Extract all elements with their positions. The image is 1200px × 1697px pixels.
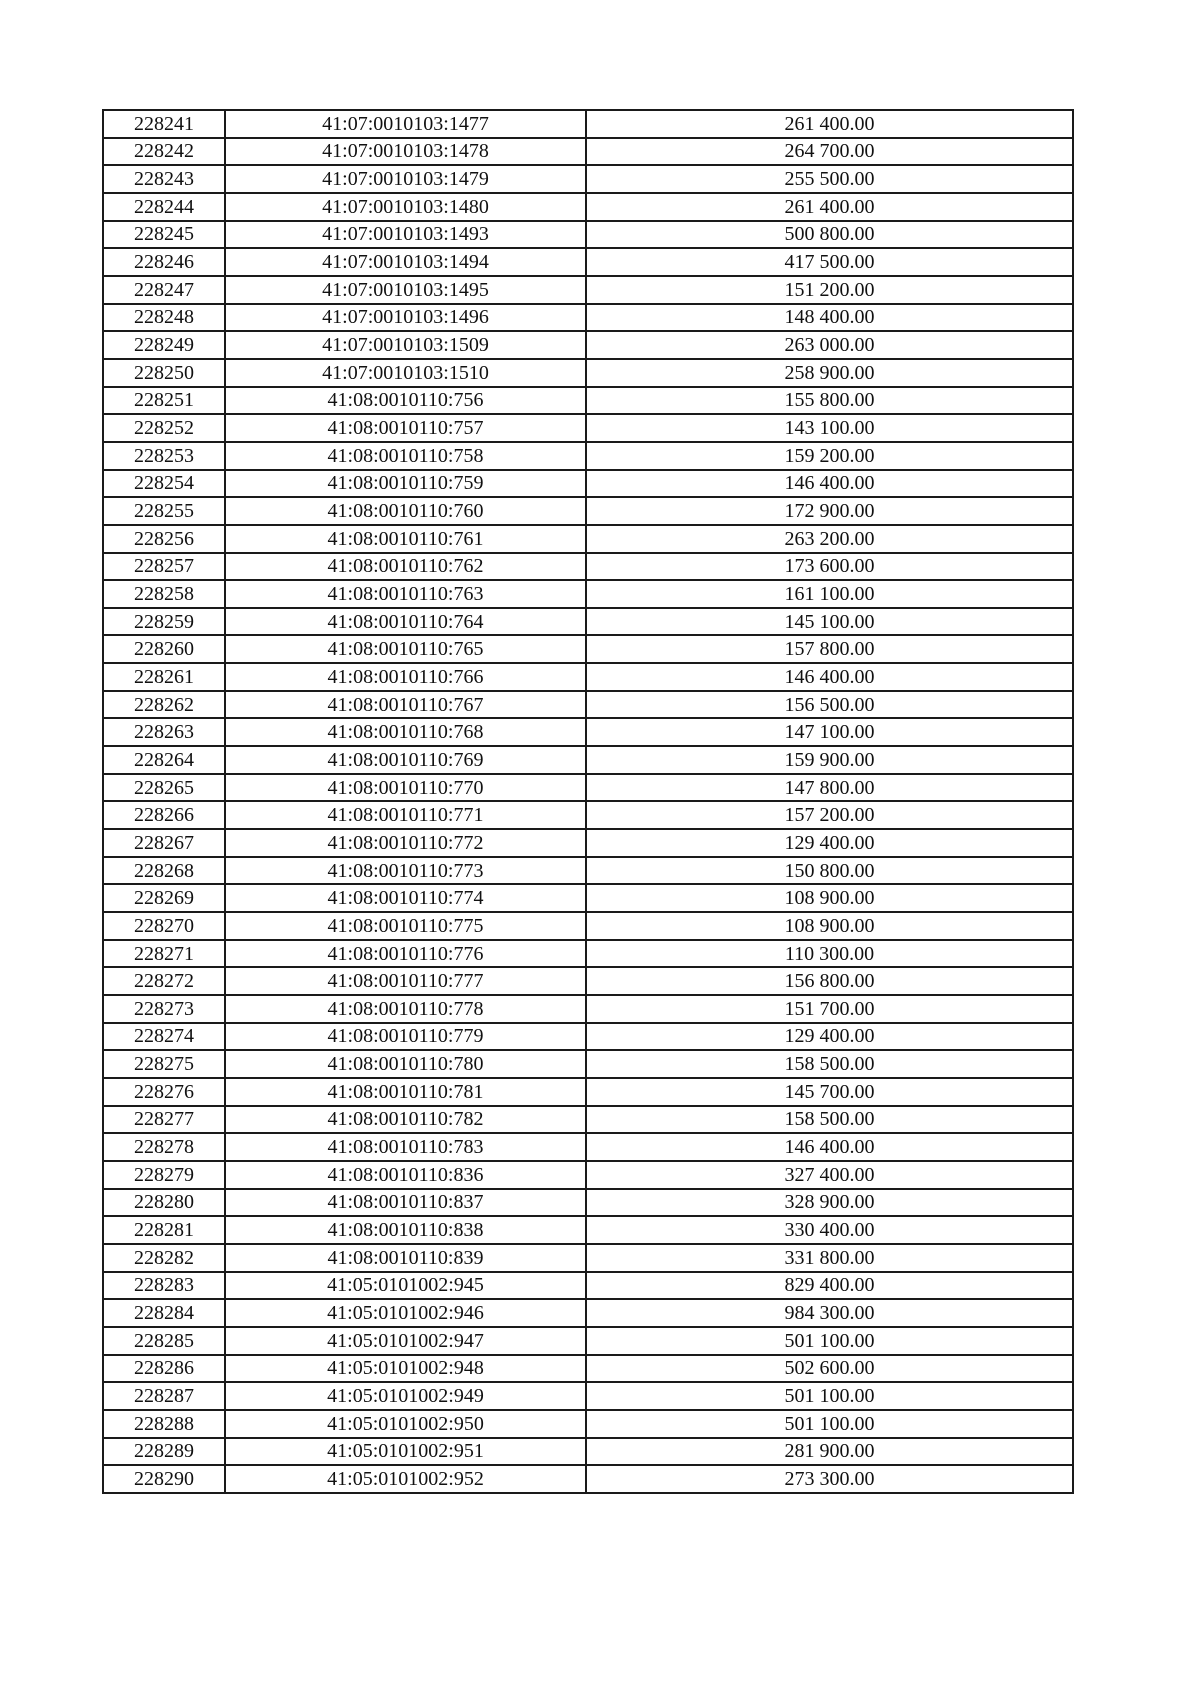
cadastral-number-cell: 41:07:0010103:1510 (225, 359, 586, 387)
table-row (103, 746, 1073, 774)
cadastral-number-cell: 41:08:0010110:837 (225, 1189, 586, 1217)
table-row (103, 165, 1073, 193)
value-cell: 150 800.00 (586, 857, 1073, 885)
cadastral-number-cell: 41:08:0010110:838 (225, 1216, 586, 1244)
value-cell: 156 800.00 (586, 967, 1073, 995)
table-row (103, 276, 1073, 304)
table-row (103, 1272, 1073, 1300)
cadastral-number-cell: 41:07:0010103:1493 (225, 221, 586, 249)
value-cell: 148 400.00 (586, 304, 1073, 332)
table-row (103, 1299, 1073, 1327)
table-row (103, 525, 1073, 553)
table-row (103, 718, 1073, 746)
value-cell: 146 400.00 (586, 470, 1073, 498)
value-cell: 151 200.00 (586, 276, 1073, 304)
row-number-cell: 228262 (103, 691, 225, 719)
row-number-cell: 228245 (103, 221, 225, 249)
value-cell: 161 100.00 (586, 580, 1073, 608)
value-cell: 173 600.00 (586, 553, 1073, 581)
row-number-cell: 228277 (103, 1106, 225, 1134)
table-row (103, 193, 1073, 221)
cadastral-number-cell: 41:08:0010110:756 (225, 387, 586, 415)
value-cell: 331 800.00 (586, 1244, 1073, 1272)
cadastral-number-cell: 41:08:0010110:775 (225, 912, 586, 940)
value-cell: 108 900.00 (586, 912, 1073, 940)
cadastral-number-cell: 41:08:0010110:760 (225, 497, 586, 525)
cadastral-number-cell: 41:08:0010110:762 (225, 553, 586, 581)
row-number-cell: 228283 (103, 1272, 225, 1300)
cadastral-number-cell: 41:05:0101002:946 (225, 1299, 586, 1327)
table-row (103, 663, 1073, 691)
value-cell: 263 000.00 (586, 331, 1073, 359)
cadastral-number-cell: 41:07:0010103:1480 (225, 193, 586, 221)
value-cell: 157 800.00 (586, 635, 1073, 663)
data-table (102, 109, 1074, 1494)
value-cell: 264 700.00 (586, 138, 1073, 166)
value-cell: 501 100.00 (586, 1382, 1073, 1410)
value-cell: 156 500.00 (586, 691, 1073, 719)
row-number-cell: 228241 (103, 110, 225, 138)
value-cell: 330 400.00 (586, 1216, 1073, 1244)
value-cell: 984 300.00 (586, 1299, 1073, 1327)
row-number-cell: 228288 (103, 1410, 225, 1438)
table-row (103, 1161, 1073, 1189)
table-row (103, 1355, 1073, 1383)
row-number-cell: 228263 (103, 718, 225, 746)
cadastral-number-cell: 41:05:0101002:949 (225, 1382, 586, 1410)
row-number-cell: 228278 (103, 1133, 225, 1161)
table-row (103, 414, 1073, 442)
table-row (103, 138, 1073, 166)
table-body (103, 110, 1073, 1493)
value-cell: 328 900.00 (586, 1189, 1073, 1217)
cadastral-number-cell: 41:08:0010110:758 (225, 442, 586, 470)
value-cell: 145 100.00 (586, 608, 1073, 636)
row-number-cell: 228249 (103, 331, 225, 359)
row-number-cell: 228267 (103, 829, 225, 857)
cadastral-number-cell: 41:05:0101002:951 (225, 1438, 586, 1466)
cadastral-number-cell: 41:08:0010110:780 (225, 1050, 586, 1078)
cadastral-number-cell: 41:07:0010103:1494 (225, 248, 586, 276)
cadastral-number-cell: 41:08:0010110:774 (225, 884, 586, 912)
row-number-cell: 228257 (103, 553, 225, 581)
row-number-cell: 228255 (103, 497, 225, 525)
table-row (103, 1078, 1073, 1106)
row-number-cell: 228247 (103, 276, 225, 304)
value-cell: 258 900.00 (586, 359, 1073, 387)
cadastral-number-cell: 41:08:0010110:759 (225, 470, 586, 498)
row-number-cell: 228274 (103, 1023, 225, 1051)
table-row (103, 829, 1073, 857)
row-number-cell: 228260 (103, 635, 225, 663)
table-row (103, 331, 1073, 359)
cadastral-number-cell: 41:08:0010110:768 (225, 718, 586, 746)
cadastral-number-cell: 41:08:0010110:767 (225, 691, 586, 719)
row-number-cell: 228258 (103, 580, 225, 608)
row-number-cell: 228250 (103, 359, 225, 387)
value-cell: 158 500.00 (586, 1106, 1073, 1134)
row-number-cell: 228266 (103, 801, 225, 829)
row-number-cell: 228289 (103, 1438, 225, 1466)
cadastral-number-cell: 41:08:0010110:839 (225, 1244, 586, 1272)
table-row (103, 608, 1073, 636)
cadastral-number-cell: 41:08:0010110:757 (225, 414, 586, 442)
value-cell: 502 600.00 (586, 1355, 1073, 1383)
table-row (103, 1410, 1073, 1438)
value-cell: 143 100.00 (586, 414, 1073, 442)
table-row (103, 774, 1073, 802)
table-row (103, 110, 1073, 138)
row-number-cell: 228252 (103, 414, 225, 442)
table-row (103, 1023, 1073, 1051)
cadastral-number-cell: 41:07:0010103:1478 (225, 138, 586, 166)
row-number-cell: 228290 (103, 1465, 225, 1493)
cadastral-number-cell: 41:08:0010110:770 (225, 774, 586, 802)
cadastral-number-cell: 41:05:0101002:950 (225, 1410, 586, 1438)
value-cell: 172 900.00 (586, 497, 1073, 525)
cadastral-number-cell: 41:08:0010110:782 (225, 1106, 586, 1134)
table-row (103, 387, 1073, 415)
table-row (103, 1216, 1073, 1244)
row-number-cell: 228256 (103, 525, 225, 553)
table-row (103, 635, 1073, 663)
table-row (103, 1327, 1073, 1355)
value-cell: 147 100.00 (586, 718, 1073, 746)
table-row (103, 1244, 1073, 1272)
table-row (103, 470, 1073, 498)
table-row (103, 580, 1073, 608)
table-row (103, 1438, 1073, 1466)
cadastral-number-cell: 41:08:0010110:763 (225, 580, 586, 608)
cadastral-number-cell: 41:08:0010110:836 (225, 1161, 586, 1189)
cadastral-number-cell: 41:08:0010110:778 (225, 995, 586, 1023)
row-number-cell: 228269 (103, 884, 225, 912)
value-cell: 417 500.00 (586, 248, 1073, 276)
row-number-cell: 228270 (103, 912, 225, 940)
row-number-cell: 228285 (103, 1327, 225, 1355)
table-row (103, 801, 1073, 829)
row-number-cell: 228271 (103, 940, 225, 968)
row-number-cell: 228279 (103, 1161, 225, 1189)
table-row (103, 553, 1073, 581)
value-cell: 281 900.00 (586, 1438, 1073, 1466)
table-row (103, 995, 1073, 1023)
row-number-cell: 228244 (103, 193, 225, 221)
cadastral-number-cell: 41:05:0101002:945 (225, 1272, 586, 1300)
value-cell: 155 800.00 (586, 387, 1073, 415)
table-row (103, 1050, 1073, 1078)
row-number-cell: 228264 (103, 746, 225, 774)
row-number-cell: 228280 (103, 1189, 225, 1217)
cadastral-number-cell: 41:08:0010110:781 (225, 1078, 586, 1106)
value-cell: 261 400.00 (586, 193, 1073, 221)
value-cell: 129 400.00 (586, 829, 1073, 857)
cadastral-number-cell: 41:08:0010110:761 (225, 525, 586, 553)
row-number-cell: 228282 (103, 1244, 225, 1272)
row-number-cell: 228287 (103, 1382, 225, 1410)
table-row (103, 1133, 1073, 1161)
table-row (103, 1189, 1073, 1217)
cadastral-number-cell: 41:08:0010110:776 (225, 940, 586, 968)
row-number-cell: 228265 (103, 774, 225, 802)
value-cell: 501 100.00 (586, 1327, 1073, 1355)
row-number-cell: 228242 (103, 138, 225, 166)
table-row (103, 691, 1073, 719)
cadastral-number-cell: 41:08:0010110:779 (225, 1023, 586, 1051)
row-number-cell: 228276 (103, 1078, 225, 1106)
value-cell: 146 400.00 (586, 663, 1073, 691)
value-cell: 147 800.00 (586, 774, 1073, 802)
row-number-cell: 228261 (103, 663, 225, 691)
value-cell: 108 900.00 (586, 884, 1073, 912)
row-number-cell: 228268 (103, 857, 225, 885)
row-number-cell: 228246 (103, 248, 225, 276)
value-cell: 159 900.00 (586, 746, 1073, 774)
value-cell: 261 400.00 (586, 110, 1073, 138)
row-number-cell: 228254 (103, 470, 225, 498)
table-row (103, 304, 1073, 332)
row-number-cell: 228273 (103, 995, 225, 1023)
cadastral-number-cell: 41:08:0010110:772 (225, 829, 586, 857)
row-number-cell: 228243 (103, 165, 225, 193)
value-cell: 263 200.00 (586, 525, 1073, 553)
value-cell: 500 800.00 (586, 221, 1073, 249)
value-cell: 151 700.00 (586, 995, 1073, 1023)
value-cell: 501 100.00 (586, 1410, 1073, 1438)
value-cell: 159 200.00 (586, 442, 1073, 470)
table-row (103, 940, 1073, 968)
cadastral-number-cell: 41:08:0010110:783 (225, 1133, 586, 1161)
cadastral-number-cell: 41:08:0010110:777 (225, 967, 586, 995)
cadastral-number-cell: 41:08:0010110:773 (225, 857, 586, 885)
table-row (103, 967, 1073, 995)
cadastral-number-cell: 41:08:0010110:765 (225, 635, 586, 663)
cadastral-number-cell: 41:08:0010110:766 (225, 663, 586, 691)
value-cell: 829 400.00 (586, 1272, 1073, 1300)
table-row (103, 359, 1073, 387)
value-cell: 146 400.00 (586, 1133, 1073, 1161)
row-number-cell: 228259 (103, 608, 225, 636)
cadastral-number-cell: 41:05:0101002:948 (225, 1355, 586, 1383)
table-row (103, 442, 1073, 470)
value-cell: 110 300.00 (586, 940, 1073, 968)
table-row (103, 1106, 1073, 1134)
row-number-cell: 228272 (103, 967, 225, 995)
table-row (103, 221, 1073, 249)
value-cell: 157 200.00 (586, 801, 1073, 829)
table-row (103, 884, 1073, 912)
row-number-cell: 228281 (103, 1216, 225, 1244)
row-number-cell: 228253 (103, 442, 225, 470)
table-row (103, 912, 1073, 940)
cadastral-number-cell: 41:07:0010103:1496 (225, 304, 586, 332)
cadastral-number-cell: 41:07:0010103:1477 (225, 110, 586, 138)
row-number-cell: 228286 (103, 1355, 225, 1383)
cadastral-number-cell: 41:08:0010110:771 (225, 801, 586, 829)
cadastral-number-cell: 41:05:0101002:952 (225, 1465, 586, 1493)
value-cell: 145 700.00 (586, 1078, 1073, 1106)
table-row (103, 248, 1073, 276)
value-cell: 129 400.00 (586, 1023, 1073, 1051)
cadastral-number-cell: 41:08:0010110:764 (225, 608, 586, 636)
row-number-cell: 228251 (103, 387, 225, 415)
cadastral-number-cell: 41:07:0010103:1509 (225, 331, 586, 359)
cadastral-number-cell: 41:05:0101002:947 (225, 1327, 586, 1355)
value-cell: 273 300.00 (586, 1465, 1073, 1493)
row-number-cell: 228248 (103, 304, 225, 332)
table-row (103, 857, 1073, 885)
cadastral-number-cell: 41:07:0010103:1479 (225, 165, 586, 193)
cadastral-number-cell: 41:07:0010103:1495 (225, 276, 586, 304)
cadastral-number-cell: 41:08:0010110:769 (225, 746, 586, 774)
row-number-cell: 228275 (103, 1050, 225, 1078)
row-number-cell: 228284 (103, 1299, 225, 1327)
table-row (103, 1465, 1073, 1493)
table-row (103, 497, 1073, 525)
value-cell: 158 500.00 (586, 1050, 1073, 1078)
value-cell: 327 400.00 (586, 1161, 1073, 1189)
value-cell: 255 500.00 (586, 165, 1073, 193)
table-row (103, 1382, 1073, 1410)
